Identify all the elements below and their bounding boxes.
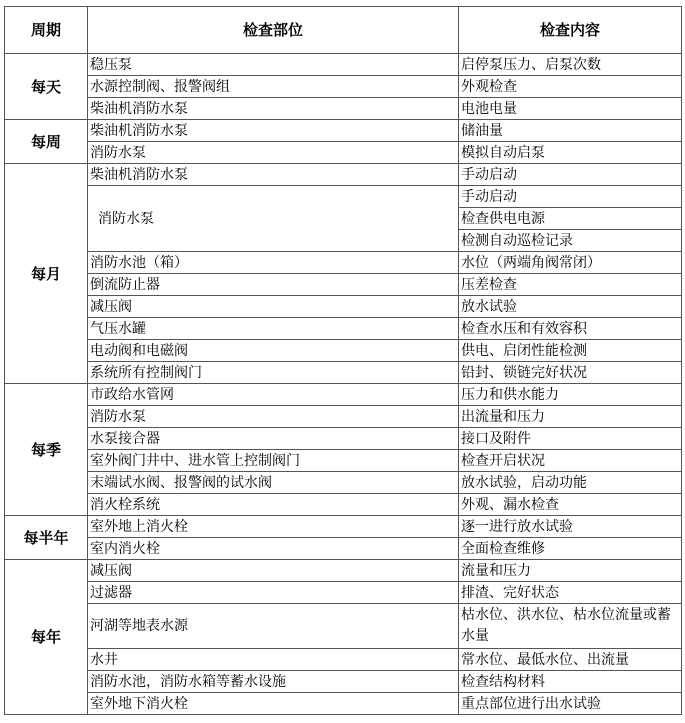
table-row xyxy=(5,428,682,450)
content-cell: 检测自动巡检记录 xyxy=(459,230,682,252)
table-row xyxy=(5,98,682,120)
content-cell: 流量和压力 xyxy=(459,560,682,582)
content-cell: 枯水位、洪水位、枯水位流量或蓄水量 xyxy=(459,604,682,649)
table-row xyxy=(5,604,682,649)
content-cell: 水位（两端角阀常闭） xyxy=(459,252,682,274)
table-row xyxy=(5,164,682,186)
content-cell: 压差检查 xyxy=(459,274,682,296)
location-cell: 消防水泵 xyxy=(88,406,459,428)
location-cell: 电动阀和电磁阀 xyxy=(88,340,459,362)
content-cell: 电池电量 xyxy=(459,98,682,120)
header-content: 检查内容 xyxy=(459,7,682,54)
table-row xyxy=(5,560,682,582)
content-cell: 铅封、锁链完好状况 xyxy=(459,362,682,384)
content-cell: 放水试验 xyxy=(459,296,682,318)
location-cell: 室外阀门井中、进水管上控制阀门 xyxy=(88,450,459,472)
table-row xyxy=(5,671,682,693)
location-cell: 系统所有控制阀门 xyxy=(88,362,459,384)
header-location: 检查部位 xyxy=(88,7,459,54)
location-cell: 末端试水阀、报警阀的试水阀 xyxy=(88,472,459,494)
header-row xyxy=(5,7,682,54)
location-cell: 柴油机消防水泵 xyxy=(88,120,459,142)
location-cell: 消防水泵 xyxy=(88,142,459,164)
location-cell: 消防水池，消防水箱等蓄水设施 xyxy=(88,671,459,693)
content-cell: 排渣、完好状态 xyxy=(459,582,682,604)
location-cell: 消火栓系统 xyxy=(88,494,459,516)
content-cell: 供电、启闭性能检测 xyxy=(459,340,682,362)
content-cell: 检查供电电源 xyxy=(459,208,682,230)
table-row xyxy=(5,649,682,671)
location-cell: 减压阀 xyxy=(88,560,459,582)
inspection-table xyxy=(4,6,682,715)
content-cell: 接口及附件 xyxy=(459,428,682,450)
table-row xyxy=(5,76,682,98)
table-row xyxy=(5,582,682,604)
location-cell: 柴油机消防水泵 xyxy=(88,164,459,186)
table-row xyxy=(5,538,682,560)
table-row xyxy=(5,516,682,538)
table-row xyxy=(5,406,682,428)
content-cell: 启停泵压力、启泵次数 xyxy=(459,54,682,76)
content-cell: 手动启动 xyxy=(459,186,682,208)
table-row xyxy=(5,142,682,164)
content-cell: 检查水压和有效容积 xyxy=(459,318,682,340)
table-row xyxy=(5,384,682,406)
content-cell: 外观、漏水检查 xyxy=(459,494,682,516)
period-cell: 每月 xyxy=(5,164,88,384)
table-row xyxy=(5,472,682,494)
content-cell: 压力和供水能力 xyxy=(459,384,682,406)
content-cell: 重点部位进行出水试验 xyxy=(459,693,682,715)
location-cell: 河湖等地表水源 xyxy=(88,604,459,649)
content-cell: 常水位、最低水位、出流量 xyxy=(459,649,682,671)
content-cell: 外观检查 xyxy=(459,76,682,98)
location-cell: 水井 xyxy=(88,649,459,671)
table-row xyxy=(5,54,682,76)
period-cell: 每年 xyxy=(5,560,88,715)
location-cell: 室外地下消火栓 xyxy=(88,693,459,715)
table-row xyxy=(5,120,682,142)
location-cell: 减压阀 xyxy=(88,296,459,318)
table-row xyxy=(5,186,682,208)
content-cell: 储油量 xyxy=(459,120,682,142)
table-row xyxy=(5,296,682,318)
location-cell: 室内消火栓 xyxy=(88,538,459,560)
content-cell: 逐一进行放水试验 xyxy=(459,516,682,538)
content-cell: 出流量和压力 xyxy=(459,406,682,428)
location-cell: 消防水池（箱） xyxy=(88,252,459,274)
period-cell: 每周 xyxy=(5,120,88,164)
table-row xyxy=(5,318,682,340)
table-row xyxy=(5,252,682,274)
table-row xyxy=(5,693,682,715)
content-cell: 放水试验，启动功能 xyxy=(459,472,682,494)
location-cell: 过滤器 xyxy=(88,582,459,604)
location-cell: 倒流防止器 xyxy=(88,274,459,296)
location-cell: 柴油机消防水泵 xyxy=(88,98,459,120)
location-cell: 水源控制阀、报警阀组 xyxy=(88,76,459,98)
period-cell: 每季 xyxy=(5,384,88,516)
table-row xyxy=(5,274,682,296)
table-row xyxy=(5,362,682,384)
content-cell: 模拟自动启泵 xyxy=(459,142,682,164)
location-cell: 室外地上消火栓 xyxy=(88,516,459,538)
location-cell: 稳压泵 xyxy=(88,54,459,76)
location-cell: 气压水罐 xyxy=(88,318,459,340)
table-row xyxy=(5,450,682,472)
header-period: 周期 xyxy=(5,7,88,54)
table-row xyxy=(5,340,682,362)
location-cell: 市政给水管网 xyxy=(88,384,459,406)
content-cell: 检查开启状况 xyxy=(459,450,682,472)
table-row xyxy=(5,494,682,516)
period-cell: 每天 xyxy=(5,54,88,120)
location-cell: 水泵接合器 xyxy=(88,428,459,450)
table-body xyxy=(5,54,682,715)
content-cell: 检查结构材料 xyxy=(459,671,682,693)
location-cell: 消防水泵 xyxy=(88,186,459,252)
period-cell: 每半年 xyxy=(5,516,88,560)
content-cell: 手动启动 xyxy=(459,164,682,186)
content-cell: 全面检查维修 xyxy=(459,538,682,560)
